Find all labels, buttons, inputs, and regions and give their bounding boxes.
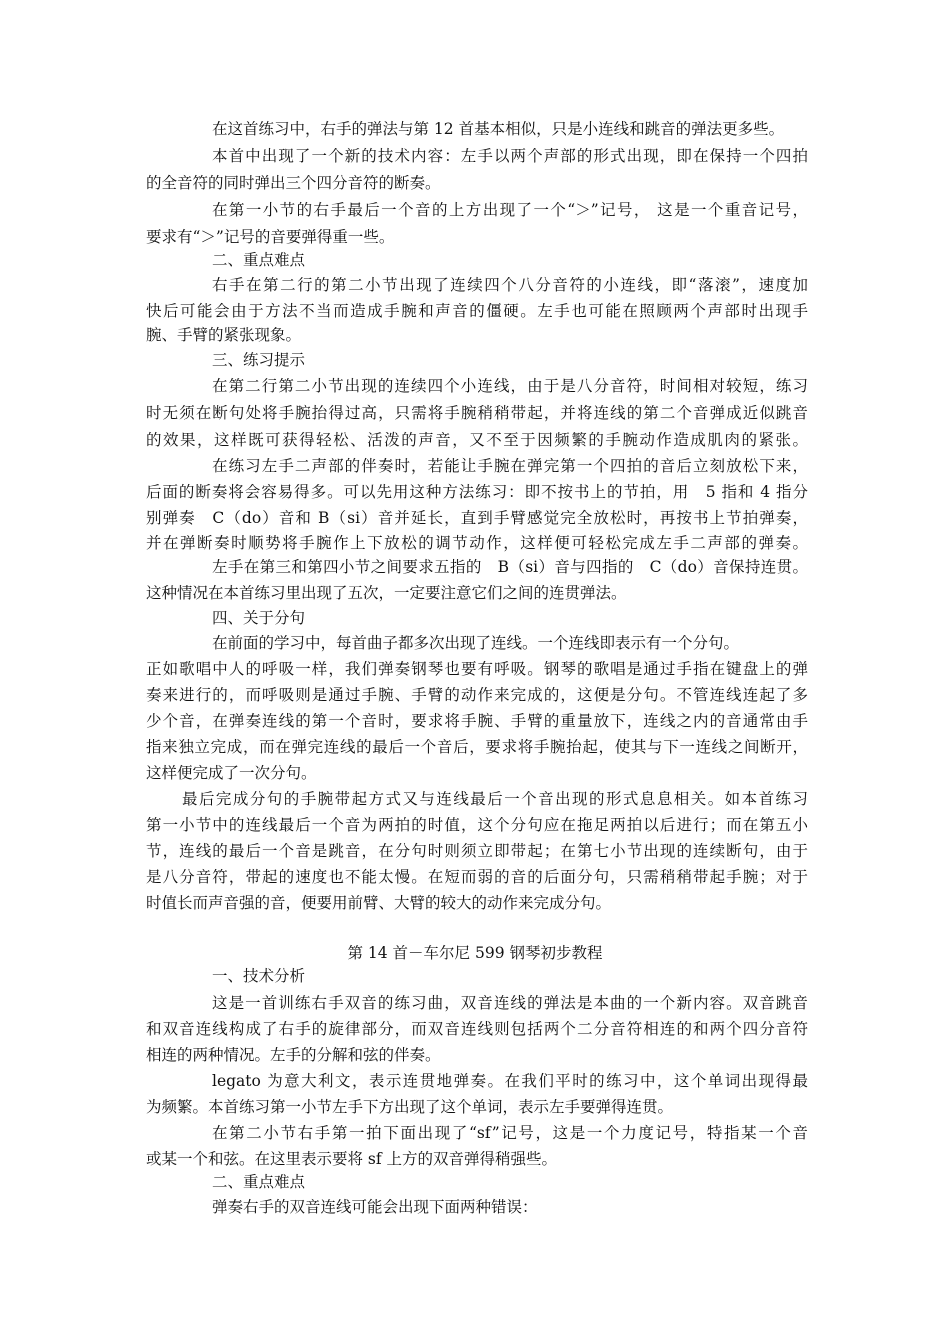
paragraph-line: 正如歌唱中人的呼吸一样，我们弹奏钢琴也要有呼吸。钢琴的歌唱是通过手指在键盘上的弹: [146, 660, 808, 678]
paragraph-line: 指来独立完成，而在弹完连线的最后一个音后，要求将手腕抬起，使其与下一连线之间断开，: [146, 738, 808, 756]
section-heading: 四、关于分句: [212, 609, 306, 627]
paragraph-line: 别弹奏 C（do）音和 B（si）音并延长，直到手臂感觉完全放松时，再按书上节拍弹奏，: [146, 509, 808, 527]
paragraph-line: 在第二行第二小节出现的连续四个小连线，由于是八分音符，时间相对较短，练习: [212, 377, 808, 395]
paragraph-line: 这种情况在本首练习里出现了五次，一定要注意它们之间的连贯弹法。: [146, 584, 627, 602]
paragraph-line: 的效果，这样既可获得轻松、活泼的声音，又不至于因频繁的手腕动作造成肌肉的紧张。: [146, 431, 808, 449]
paragraph-line: 是八分音符，带起的速度也不能太慢。在短而弱的音的后面分句，只需稍稍带起手腕；对于: [146, 868, 808, 886]
paragraph-line: 弹奏右手的双音连线可能会出现下面两种错误：: [212, 1198, 538, 1216]
section-heading: 二、重点难点: [212, 1173, 306, 1191]
paragraph-line: 第一小节中的连线最后一个音为两拍的时值，这个分句应在拖足两拍以后进行；而在第五小: [146, 816, 808, 834]
paragraph-line: 在前面的学习中，每首曲子都多次出现了连线。一个连线即表示有一个分句。: [212, 634, 740, 652]
paragraph-line: 相连的两种情况。左手的分解和弦的伴奏。: [146, 1046, 441, 1064]
paragraph-line: 左手在第三和第四小节之间要求五指的 B（si）音与四指的 C（do）音保持连贯。: [212, 558, 808, 576]
paragraph-line: 时值长而声音强的音，便要用前臂、大臂的较大的动作来完成分句。: [146, 894, 612, 912]
paragraph-line: 在练习左手二声部的伴奏时，若能让手腕在弹完第一个四拍的音后立刻放松下来，: [212, 457, 808, 475]
paragraph-line: 并在弹断奏时顺势将手腕作上下放松的调节动作，这样便可轻松完成左手二声部的弹奏。: [146, 534, 808, 552]
paragraph-line: 的全音符的同时弹出三个四分音符的断奏。: [146, 174, 441, 192]
paragraph-line: 最后完成分句的手腕带起方式又与连线最后一个音出现的形式息息相关。如本首练习: [182, 790, 808, 808]
paragraph-line: 节，连线的最后一个音是跳音，在分句时则须立即带起；在第七小节出现的连续断句，由于: [146, 842, 808, 860]
paragraph-line: 时无须在断句处将手腕抬得过高，只需将手腕稍稍带起，并将连线的第二个音弹成近似跳音: [146, 404, 808, 422]
paragraph-line: 或某一个和弦。在这里表示要将 sf 上方的双音弹得稍强些。: [146, 1150, 558, 1168]
paragraph-line: 为频繁。本首练习第一小节左手下方出现了这个单词，表示左手要弹得连贯。: [146, 1098, 674, 1116]
section-heading: 一、技术分析: [212, 967, 306, 985]
section-title: 第 14 首－车尔尼 599 钢琴初步教程: [347, 944, 603, 962]
paragraph-line: 在第一小节的右手最后一个音的上方出现了一个“＞”记号， 这是一个重音记号，: [212, 201, 808, 219]
paragraph-line: 要求有“＞”记号的音要弹得重一些。: [146, 228, 395, 246]
paragraph-line: 快后可能会由于方法不当而造成手腕和声音的僵硬。左手也可能在照顾两个声部时出现手: [146, 302, 808, 320]
paragraph-line: 少个音，在弹奏连线的第一个音时，要求将手腕、手臂的重量放下，连线之内的音通常由手: [146, 712, 808, 730]
paragraph-line: 和双音连线构成了右手的旋律部分，而双音连线则包括两个二分音符相连的和两个四分音符: [146, 1020, 808, 1038]
section-heading: 二、重点难点: [212, 251, 306, 269]
paragraph-line: 这是一首训练右手双音的练习曲，双音连线的弹法是本曲的一个新内容。双音跳音: [212, 994, 808, 1012]
paragraph-line: 在这首练习中，右手的弹法与第 12 首基本相似，只是小连线和跳音的弹法更多些。: [212, 120, 785, 138]
paragraph-line: 腕、手臂的紧张现象。: [146, 326, 302, 344]
paragraph-line: 右手在第二行的第二小节出现了连续四个八分音符的小连线，即“落滚”，速度加: [212, 276, 808, 294]
paragraph-line: 在第二小节右手第一拍下面出现了“sf”记号，这是一个力度记号，特指某一个音: [212, 1124, 808, 1142]
paragraph-line: 后面的断奏将会容易得多。可以先用这种方法练习：即不按书上的节拍，用 5 指和 4 指分: [146, 483, 808, 501]
paragraph-line: legato 为意大利文，表示连贯地弹奏。在我们平时的练习中，这个单词出现得最: [212, 1072, 808, 1090]
paragraph-line: 奏来进行的，而呼吸则是通过手腕、手臂的动作来完成的，这便是分句。不管连线连起了多: [146, 686, 808, 704]
paragraph-line: 这样便完成了一次分句。: [146, 764, 317, 782]
section-heading: 三、练习提示: [212, 351, 306, 369]
paragraph-line: 本首中出现了一个新的技术内容：左手以两个声部的形式出现，即在保持一个四拍: [212, 147, 808, 165]
